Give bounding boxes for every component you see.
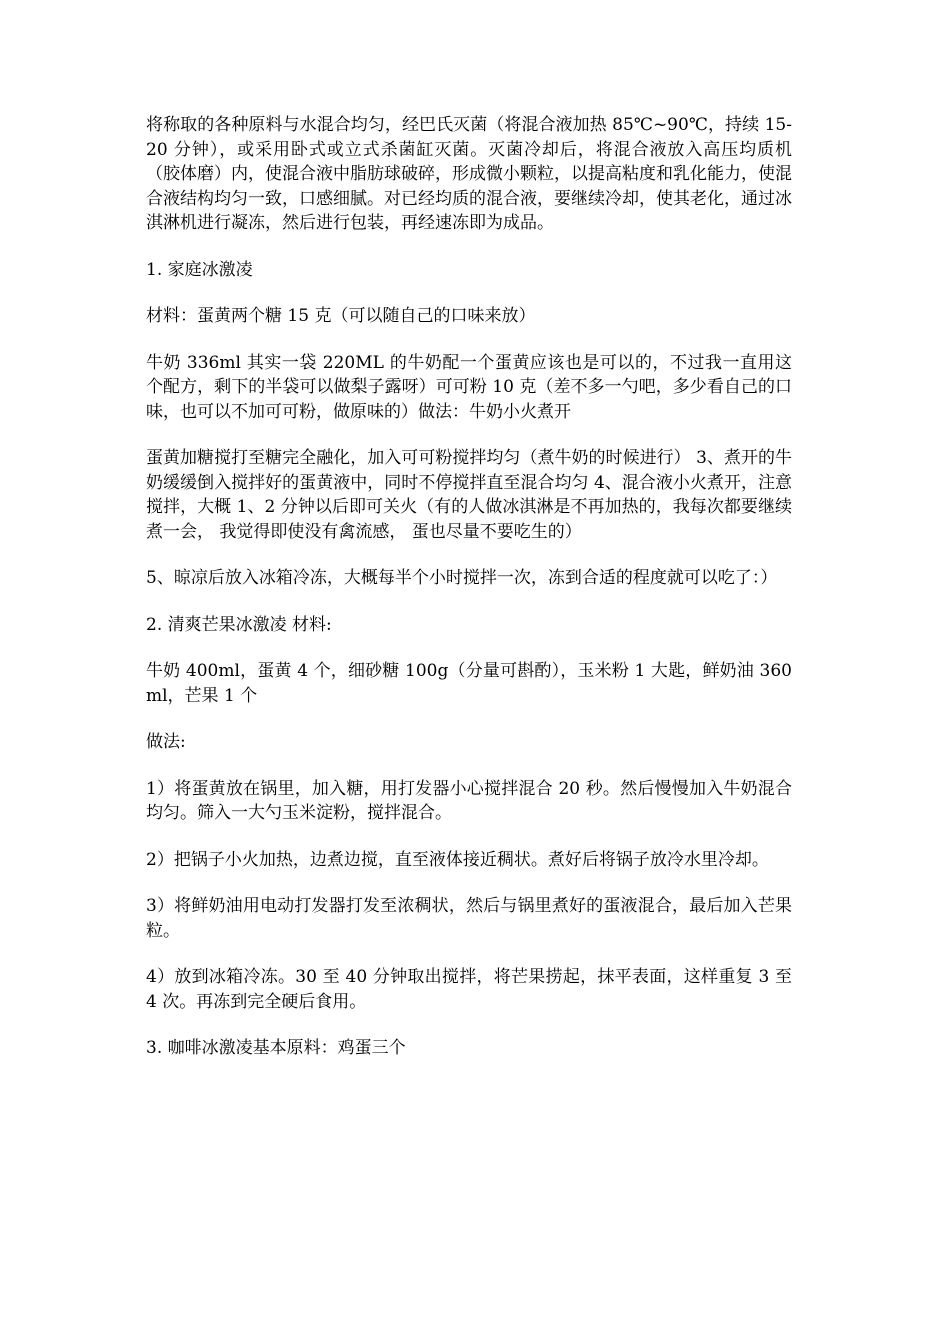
cooling-paragraph: 5、晾凉后放入冰箱冷冻，大概每半个小时搅拌一次，冻到合适的程度就可以吃了：） xyxy=(146,568,778,588)
step-3-paragraph: 3）将鲜奶油用电动打发器打发至浓稠状，然后与锅里煮好的蛋液混合，最后加入芒果粒。 xyxy=(146,896,792,941)
steps-paragraph: 蛋黄加糖搅打至糖完全融化，加入可可粉搅拌均匀（煮牛奶的时候进行） 3、煮开的牛奶缓缓倒入搅拌好的蛋黄液中，同时不停搅拌直至混合均匀 4、混合液小火煮开，注意搅拌，大概 1、2 分钟以后即可关火（有的人做冰淇淋是不再加热的，我每次都要继续煮一会， 我觉得即使没有禽流感， 蛋也尽量不要吃生的） xyxy=(146,448,792,542)
method-label: 做法: xyxy=(146,732,186,752)
milk-paragraph: 牛奶 336ml 其实一袋 220ML 的牛奶配一个蛋黄应该也是可以的，不过我一直用这个配方，剩下的半袋可以做梨子露呀）可可粉 10 克（差不多一勺吧，多少看自己的口味，也可以不加可可粉，做原味的）做法：牛奶小火煮开 xyxy=(146,352,792,422)
step-4-paragraph: 4）放到冰箱冷冻。30 至 40 分钟取出搅拌，将芒果捞起，抹平表面，这样重复 3 至 4 次。再冻到完全硬后食用。 xyxy=(146,967,792,1012)
step-1-paragraph: 1）将蛋黄放在锅里，加入糖，用打发器小心搅拌混合 20 秒。然后慢慢加入牛奶混合均匀。筛入一大勺玉米淀粉，搅拌混合。 xyxy=(146,778,792,823)
section-heading-mango-ice-cream: 2. 清爽芒果冰激凌 材料: xyxy=(146,614,332,635)
ingredients-paragraph: 材料：蛋黄两个糖 15 克（可以随自己的口味来放） xyxy=(146,306,536,326)
intro-paragraph: 将称取的各种原料与水混合均匀，经巴氏灭菌（将混合液加热 85℃~90℃，持续 15-20 分钟），或采用卧式或立式杀菌缸灭菌。灭菌冷却后，将混合液放入高压均质机（胶体磨）内，使混合液中脂肪球破碎，形成微小颗粒，以提高粘度和乳化能力，使混合液结构均匀一致，口感细腻。对已经均质的混合液，要继续冷却，使其老化，通过冰淇淋机进行凝冻，然后进行包装，再经速冻即为成品。 xyxy=(146,115,792,233)
document-body xyxy=(146,113,792,1083)
step-2-paragraph: 2）把锅子小火加热，边煮边搅，直至液体接近稠状。煮好后将锅子放冷水里冷却。 xyxy=(146,849,769,870)
section-heading-coffee-ice-cream: 3. 咖啡冰激凌基本原料：鸡蛋三个 xyxy=(146,1038,406,1058)
section-heading-home-ice-cream: 1. 家庭冰激凌 xyxy=(146,259,253,280)
mango-ingredients-paragraph: 牛奶 400ml，蛋黄 4 个，细砂糖 100g（分量可斟酌），玉米粉 1 大匙，鲜奶油 360ml，芒果 1 个 xyxy=(146,661,792,706)
